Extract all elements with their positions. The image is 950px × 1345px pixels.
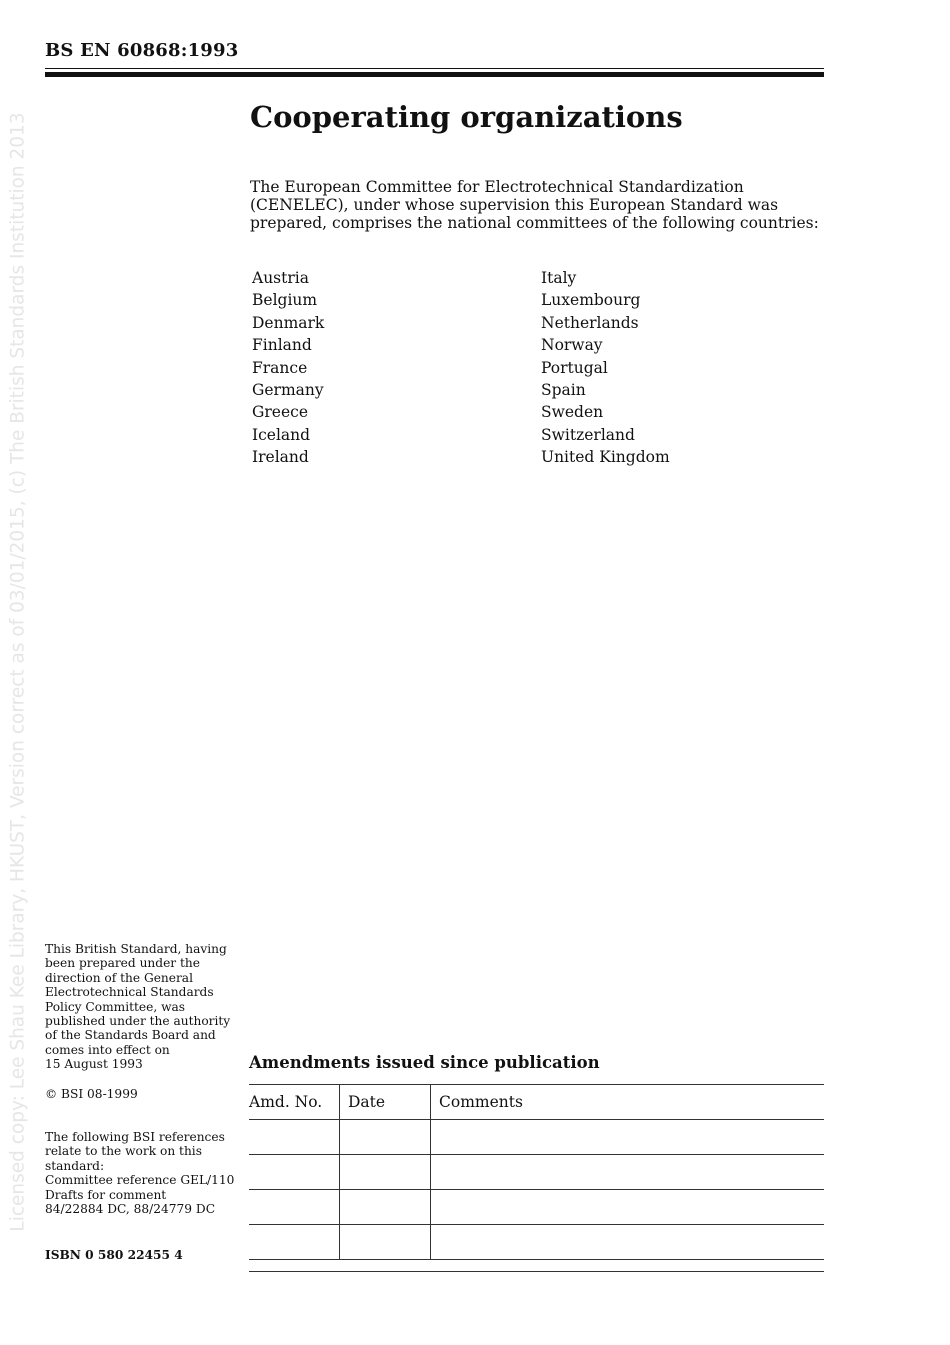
note-line: The following BSI references (45, 1130, 225, 1144)
table-row (249, 1225, 824, 1260)
table-cell (431, 1120, 825, 1155)
country-item: Portugal (541, 358, 608, 377)
country-item: Ireland (252, 448, 309, 467)
country-item: Norway (541, 336, 603, 355)
note-line: relate to the work on this (45, 1144, 202, 1159)
amendments-heading: Amendments issued since publication (249, 1053, 600, 1072)
table-cell (249, 1225, 340, 1260)
country-list-right (541, 267, 670, 469)
note-line: Electrotechnical Standards (45, 985, 214, 1000)
note-line: Committee reference GEL/110 (45, 1173, 235, 1188)
country-item: Luxembourg (541, 291, 641, 310)
footer-rule (249, 1271, 824, 1272)
note-line: comes into effect on (45, 1042, 170, 1057)
country-item: Austria (252, 269, 309, 287)
country-item: Iceland (252, 425, 311, 444)
country-item: Switzerland (541, 425, 635, 444)
country-item: Finland (252, 336, 312, 355)
header-rule-thin (45, 68, 824, 69)
intro-paragraph: The European Committee for Electrotechnical Standardization (CENELEC), under whose supervision this European Standard was prepared, comprises the national committees of the following countries: (250, 178, 819, 232)
note-line: of the Standards Board and (45, 1028, 216, 1043)
note-line: Drafts for comment (45, 1187, 167, 1202)
table-cell (431, 1225, 825, 1260)
note-line: 15 August 1993 (45, 1057, 143, 1072)
note-line: been prepared under the (45, 956, 200, 971)
country-item: France (252, 358, 308, 377)
standard-number: BS EN 60868:1993 (45, 40, 239, 61)
country-item: Italy (541, 269, 577, 287)
note-line: published under the authority (45, 1014, 231, 1029)
table-row (249, 1190, 824, 1225)
note-line: direction of the General (45, 970, 193, 985)
table-row (249, 1155, 824, 1190)
table-cell (249, 1155, 340, 1190)
page-title: Cooperating organizations (250, 100, 683, 134)
country-item: Germany (252, 380, 324, 399)
table-header-row (249, 1085, 824, 1120)
country-item: Netherlands (541, 313, 639, 332)
country-item: Denmark (252, 313, 325, 332)
isbn: ISBN 0 580 22455 4 (45, 1248, 183, 1262)
table-row (249, 1120, 824, 1155)
table-cell (249, 1190, 340, 1225)
copyright-note: © BSI 08-1999 (45, 1087, 138, 1101)
table-cell (431, 1190, 825, 1225)
note-line: 84/22884 DC, 88/24779 DC (45, 1202, 216, 1217)
references-note (45, 1130, 235, 1216)
note-line: standard: (45, 1158, 105, 1173)
column-header-date: Date (340, 1085, 431, 1120)
country-item: Greece (252, 403, 308, 422)
header-rule-thick (45, 72, 824, 77)
country-item: United Kingdom (541, 448, 670, 467)
table-cell (340, 1120, 431, 1155)
note-line: Policy Committee, was (45, 999, 186, 1014)
license-watermark: Licensed copy: Lee Shau Kee Library, HKUST, Version correct as of 03/01/2015, (c) The British Standards Institution 2013 (7, 112, 29, 1232)
country-item: Spain (541, 380, 586, 399)
table-cell (340, 1190, 431, 1225)
table-cell (249, 1120, 340, 1155)
table-cell (340, 1155, 431, 1190)
column-header-amd-no: Amd. No. (249, 1085, 340, 1120)
column-header-comments: Comments (431, 1085, 825, 1120)
publication-note (45, 942, 235, 1072)
country-item: Belgium (252, 291, 318, 310)
table-cell (340, 1225, 431, 1260)
amendments-table (249, 1084, 824, 1260)
note-line: This British Standard, having (45, 942, 227, 956)
country-list-left (252, 267, 324, 469)
table-cell (431, 1155, 825, 1190)
country-item: Sweden (541, 403, 604, 422)
